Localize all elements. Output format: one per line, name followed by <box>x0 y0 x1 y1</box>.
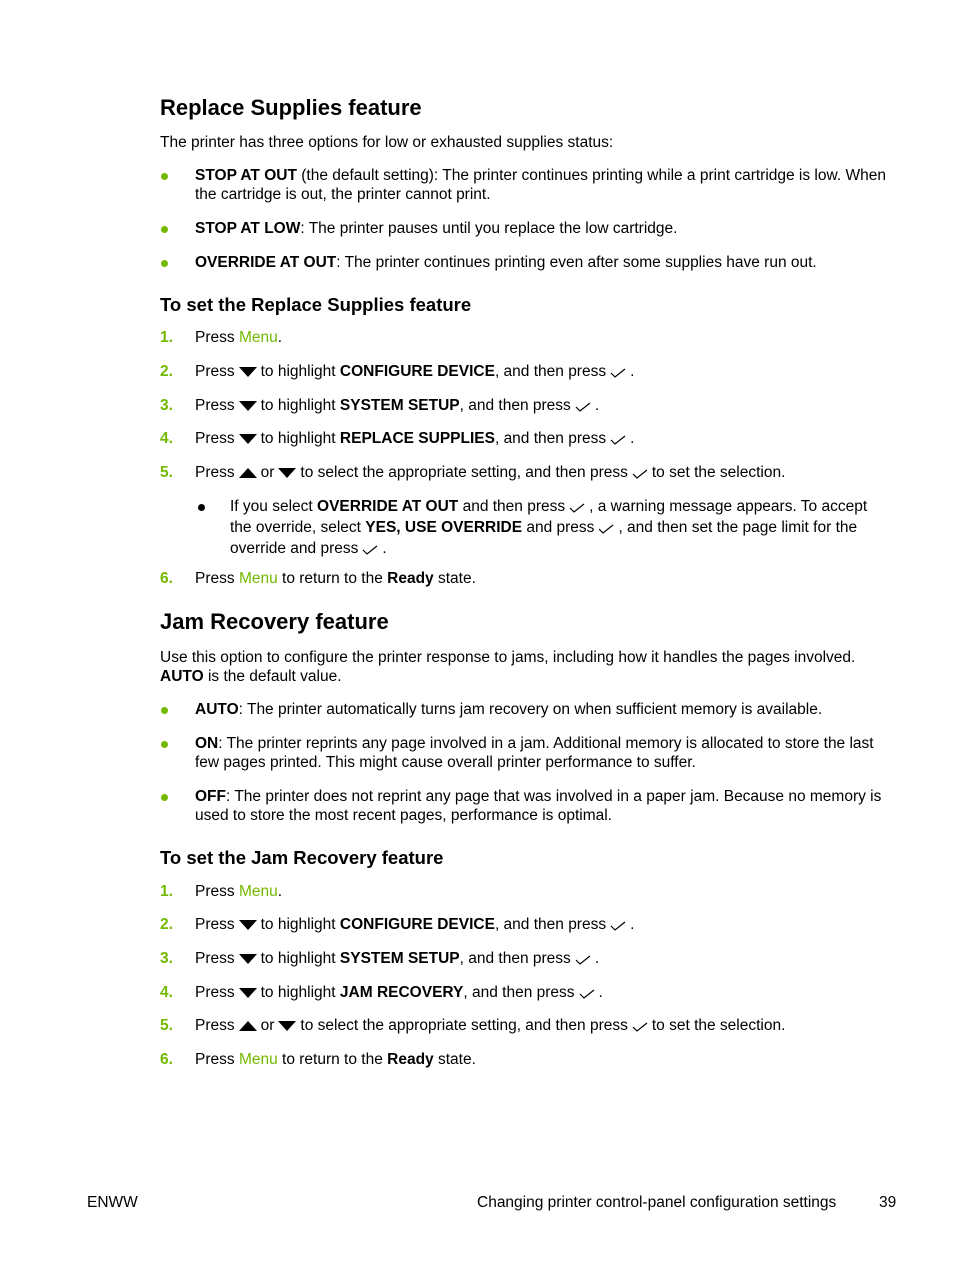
step-item: 3. Press to highlight SYSTEM SETUP, and then press . <box>160 396 886 417</box>
section-title-replace-supplies: Replace Supplies feature <box>160 95 422 120</box>
step-item: 5. Press or to select the appropriate setting, and then press to set the selection. <box>160 463 886 484</box>
checkmark-icon <box>575 951 591 970</box>
menu-key-label: Menu <box>238 883 278 900</box>
bullet-icon <box>161 794 168 801</box>
section-intro: Use this option to configure the printer response to jams, including how it handles the pages involved. AUTO is the default value. <box>160 649 856 685</box>
section-intro: The printer has three options for low or exhausted supplies status: <box>160 134 614 151</box>
menu-key-label: Menu <box>238 329 278 346</box>
step-item: 2. Press to highlight CONFIGURE DEVICE, and then press . <box>160 362 886 383</box>
checkmark-icon <box>598 520 614 539</box>
bullet-icon <box>198 504 205 511</box>
step-item: 6. Press Menu to return to the Ready state. <box>160 1051 476 1068</box>
down-arrow-icon <box>239 985 257 1004</box>
checkmark-icon <box>569 499 585 518</box>
step-item: 1. Press Menu. <box>160 329 283 346</box>
step-item: 2. Press to highlight CONFIGURE DEVICE, and then press . <box>160 915 886 936</box>
section-title-jam-recovery: Jam Recovery feature <box>160 609 389 634</box>
bullet-icon <box>161 260 168 267</box>
menu-key-label: Menu <box>238 570 278 587</box>
down-arrow-icon <box>239 398 257 417</box>
checkmark-icon <box>632 1018 648 1037</box>
checkmark-icon <box>575 398 591 417</box>
checkmark-icon <box>579 985 595 1004</box>
down-arrow-icon <box>278 1018 296 1037</box>
bullet-icon <box>161 741 168 748</box>
menu-key-label: Menu <box>238 1051 278 1068</box>
footer-left: ENWW <box>87 1194 138 1211</box>
list-item: STOP AT OUT (the default setting): The printer continues printing while a print cartridge is low. When the cartridge is out, the printer cannot print. <box>160 166 886 204</box>
list-item: OFF: The printer does not reprint any page that was involved in a paper jam. Because no memory is used to store the most recent pages, performance is optimal. <box>160 787 886 825</box>
step-item: 6. Press Menu to return to the Ready state. <box>160 570 476 587</box>
down-arrow-icon <box>278 465 296 484</box>
list-item: AUTO: The printer automatically turns jam recovery on when sufficient memory is available. <box>160 700 886 719</box>
checkmark-icon <box>632 465 648 484</box>
footer-page-number: 39 <box>879 1194 897 1211</box>
sub-note-override: If you select OVERRIDE AT OUT and then press , a warning message appears. To accept the override, select YES, USE OVERRIDE and press , and then set the page limit for the override and press . <box>195 497 886 560</box>
checkmark-icon <box>610 364 626 383</box>
bullet-icon <box>161 226 168 233</box>
down-arrow-icon <box>239 364 257 383</box>
bullet-icon <box>161 173 168 180</box>
step-item: 1. Press Menu. <box>160 883 283 900</box>
footer-chapter: Changing printer control-panel configuration settings <box>477 1194 837 1211</box>
bullet-icon <box>161 707 168 714</box>
checkmark-icon <box>362 541 378 560</box>
checkmark-icon <box>610 431 626 450</box>
up-arrow-icon <box>239 1018 257 1037</box>
procedure-title-replace-supplies: To set the Replace Supplies feature <box>160 294 472 315</box>
list-item: STOP AT LOW: The printer pauses until you replace the low cartridge. <box>160 219 886 238</box>
step-item: 3. Press to highlight SYSTEM SETUP, and then press . <box>160 949 886 970</box>
step-item: 4. Press to highlight REPLACE SUPPLIES, and then press . <box>160 429 886 450</box>
down-arrow-icon <box>239 431 257 450</box>
down-arrow-icon <box>239 951 257 970</box>
up-arrow-icon <box>239 465 257 484</box>
procedure-title-jam-recovery: To set the Jam Recovery feature <box>160 847 444 868</box>
down-arrow-icon <box>239 917 257 936</box>
step-item: 5. Press or to select the appropriate setting, and then press to set the selection. <box>160 1016 886 1037</box>
list-item: OVERRIDE AT OUT: The printer continues printing even after some supplies have run out. <box>160 253 886 272</box>
list-item: ON: The printer reprints any page involved in a jam. Additional memory is allocated to store the last few pages printed. This might cause overall printer performance to suffer. <box>160 734 886 772</box>
checkmark-icon <box>610 917 626 936</box>
step-item: 4. Press to highlight JAM RECOVERY, and then press . <box>160 983 886 1004</box>
